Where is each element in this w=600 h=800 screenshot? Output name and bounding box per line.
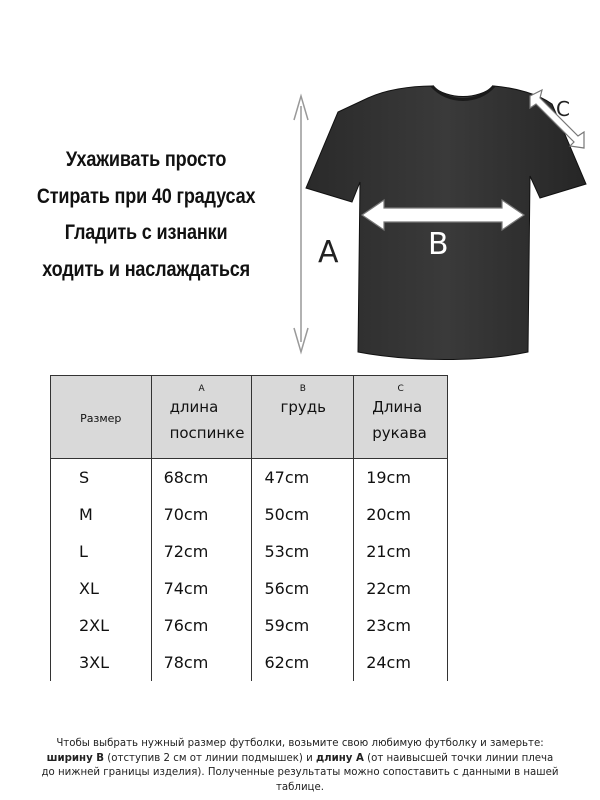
header-chest: B грудь [252, 376, 354, 459]
cell-sleeve: 23cm [354, 607, 448, 644]
note-bold-width: ширину B [46, 752, 105, 764]
label-c: C [556, 97, 570, 121]
cell-back-length: 78cm [151, 644, 252, 681]
table-row [51, 644, 448, 681]
cell-chest: 50cm [252, 496, 354, 533]
cell-size: XL [51, 570, 152, 607]
tshirt-icon [306, 86, 586, 360]
cell-back-length: 72cm [151, 533, 252, 570]
note-bold-length: длину A [315, 752, 364, 764]
cell-size: M [51, 496, 152, 533]
table-row [51, 607, 448, 644]
header-sleeve-length: C Длина рукава [354, 376, 448, 459]
size-table [50, 375, 448, 680]
care-line: Стирать при 40 градусах [36, 184, 256, 208]
care-instructions [30, 142, 262, 288]
table-row [51, 459, 448, 497]
measurement-note: Чтобы выбрать нужный размер футболки, возьмите свою любимую футболку и замерьте: ширину B (отступив 2 см от линии подмышек) и длину A (от наивысшей точки линии плеча до нижней границы изделия). Полученные результаты можно сопоставить с данными в нашей таблице. [41, 738, 559, 793]
care-line: Гладить с изнанки [64, 221, 228, 244]
label-b: B [428, 227, 449, 262]
header-size: Размер [51, 376, 152, 459]
cell-sleeve: 21cm [354, 533, 448, 570]
cell-sleeve: 20cm [354, 496, 448, 533]
cell-chest: 53cm [252, 533, 354, 570]
table-header-row [51, 376, 448, 459]
header-back-length: A длина поспинке [151, 376, 252, 459]
cell-sleeve: 24cm [354, 644, 448, 681]
cell-back-length: 74cm [151, 570, 252, 607]
table-row [51, 533, 448, 570]
cell-size: S [51, 459, 152, 497]
cell-chest: 62cm [252, 644, 354, 681]
cell-chest: 59cm [252, 607, 354, 644]
cell-back-length: 68cm [151, 459, 252, 497]
table-row [51, 570, 448, 607]
cell-sleeve: 19cm [354, 459, 448, 497]
care-line: ходить и наслаждаться [42, 257, 250, 281]
cell-size: L [51, 533, 152, 570]
cell-sleeve: 22cm [354, 570, 448, 607]
cell-back-length: 70cm [151, 496, 252, 533]
arrow-a-icon [294, 96, 308, 352]
care-line: Ухаживать просто [65, 148, 227, 171]
cell-back-length: 76cm [151, 607, 252, 644]
cell-size: 3XL [51, 644, 152, 681]
table-row [51, 496, 448, 533]
cell-chest: 56cm [252, 570, 354, 607]
tshirt-diagram [280, 72, 600, 372]
label-a: A [318, 235, 339, 270]
cell-size: 2XL [51, 607, 152, 644]
cell-chest: 47cm [252, 459, 354, 497]
